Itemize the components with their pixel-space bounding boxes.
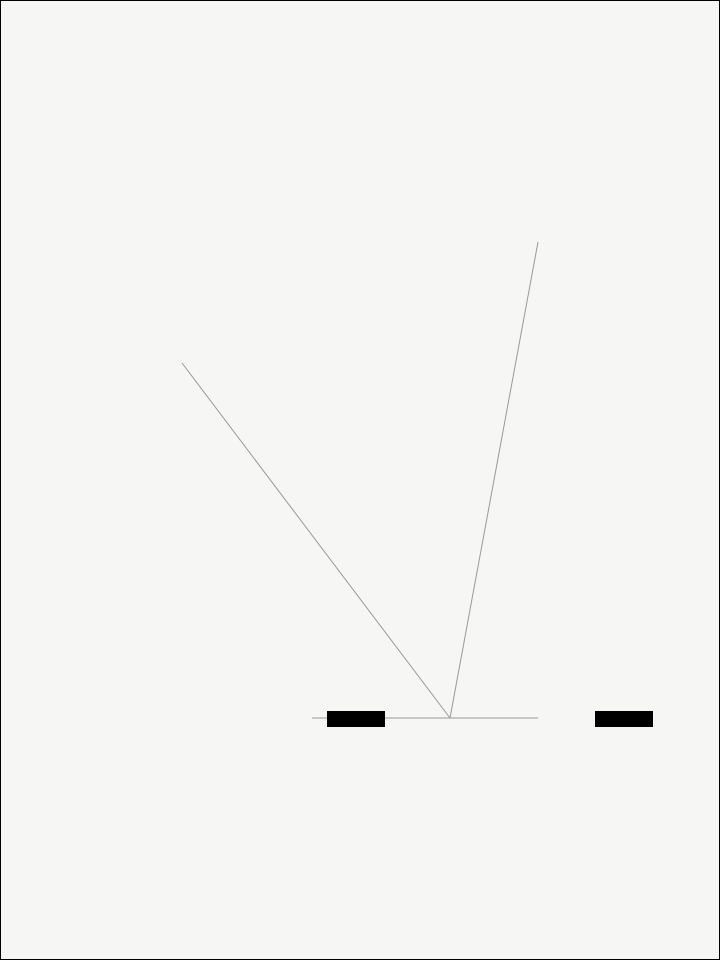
center-info [181, 241, 539, 719]
tuan-tag [595, 711, 653, 727]
triet-tag [327, 711, 385, 727]
